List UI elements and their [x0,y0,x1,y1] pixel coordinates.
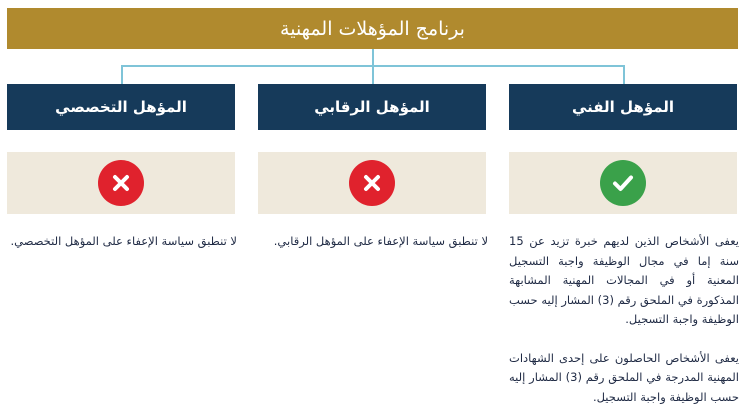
description-specialized [5,232,237,252]
card-header-technical [509,84,737,130]
description-technical [509,232,739,407]
status-box-technical [509,152,737,214]
cross-icon [98,160,144,206]
connector-branch-technical [623,65,625,84]
connector-branch-supervisory [372,65,374,84]
description-technical-paragraph-2: يعفى الأشخاص الحاصلون على إحدى الشهادات المهنية المدرجة في الملحق رقم (3) المشار إليه حسب الوظيفة واجبة التسجيل. [509,350,740,404]
connector-trunk [372,49,374,66]
card-title-technical: المؤهل الفني [571,98,675,116]
cross-icon [349,160,395,206]
status-box-supervisory [258,152,486,214]
card-header-specialized [7,84,235,130]
connector-branch-specialized [121,65,123,84]
card-title-supervisory: المؤهل الرقابي [314,98,430,116]
program-title-banner [7,8,738,49]
description-specialized-paragraph: لا تنطبق سياسة الإعفاء على المؤهل التخصصي. [10,234,237,248]
description-technical-paragraph-1: يعفى الأشخاص الذين لديهم خبرة تزيد عن 15 سنة إما في مجال الوظيفة واجبة التسجيل المعنية أو في المجالات المهنية المشابهة المذكورة في الملحق رقم (3) المشار إليه حسب الوظيفة واجبة التسجيل. [509,234,739,326]
description-supervisory [258,232,488,252]
check-icon [600,160,646,206]
card-title-specialized: المؤهل التخصصي [55,98,187,116]
status-box-specialized [7,152,235,214]
description-supervisory-paragraph: لا تنطبق سياسة الإعفاء على المؤهل الرقابي. [273,234,488,248]
card-header-supervisory [258,84,486,130]
program-title: برنامج المؤهلات المهنية [280,17,465,40]
